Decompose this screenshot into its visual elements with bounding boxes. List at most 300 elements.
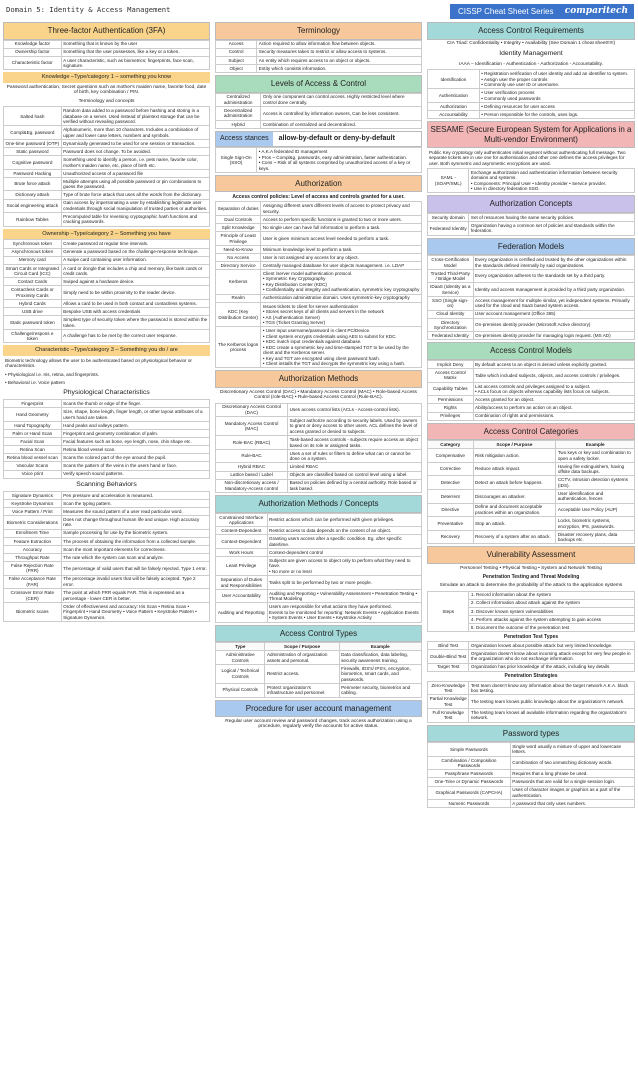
row-value: An entity which requires access to an object or objects. [257,56,422,64]
row-key: No Access [216,253,261,261]
row-key: False Acceptance Rate (FAR) [4,575,62,589]
column-header: Scope / Purpose [473,441,556,449]
row-value: Hand peaks and valleys pattern. [61,421,209,429]
row-value: Authentication administrative domain. Uses symmetric-key cryptography [261,294,422,302]
column-1 [3,22,210,624]
row-value: A swipe card containing user information. [61,256,209,264]
table-row [428,168,635,193]
row-value: The process of obtaining the information from a collected sample. [61,537,209,545]
table-row [216,683,422,697]
row-key: Voice print [4,470,62,478]
table-row [4,140,210,148]
table-row [216,535,422,549]
table-row [216,513,422,527]
row-key: Synchronous token [4,240,62,248]
row-value: Size, shape, bone length, finger length, or other layout attributes of a user's hand are taken. [61,408,209,422]
row-key: Lattice based / Label [216,471,288,479]
row-key: Kerberos [216,270,261,295]
row-key: Brute force attack [4,177,62,191]
section-title: Levels of Access & Control [215,75,422,93]
table-row [4,408,210,422]
row-value: Retina blood vessel scan. [61,446,209,454]
row-key: Voice Pattern / Print [4,507,62,515]
table-row [4,438,210,446]
table-row [216,216,422,224]
row-key: Single Sign-On (SSO) [216,148,257,173]
table-row [4,286,210,300]
row-value: Every organization adheres to the standards set by a third party. [473,269,634,283]
row-key: Smart Cards or Integrated Circuit Card (ICC) [4,264,62,278]
row-value: Granting users access after a specific condition. Eg. after specific date/time. [267,535,422,549]
table-cell: Stop an attack. [473,517,556,531]
section-title: Knowledge –Type/category 1 – something you know [3,72,210,83]
table-row [428,476,635,490]
table-row [216,589,422,603]
row-key: Federated Identity [428,222,469,236]
row-key: Knowledge factor [4,40,62,48]
table-cell: CCTV, intrusion detection systems (IDS). [556,476,635,490]
row-key: Dictionary attack [4,191,62,199]
grid-table [215,642,422,697]
row-key: Accuracy [4,545,62,553]
row-key: Access Control Matrix [428,369,474,383]
row-value: Gain access by impersonating a user by establishing legitimate user credentials through social manipulation of trusted parties or authorities. [61,199,209,213]
table-row [428,332,635,340]
table-row [4,191,210,199]
row-value: Random data added to a password before hashing and storing in a database on a server. Used instead of plaintext storage that can be verified without revealing password. [61,107,209,126]
row-value: Access is controlled by information owners, Can be less consistent. [261,107,422,121]
section-title: Authorization Concepts [427,195,635,213]
row-value: The point at which FRR equals FAR. This is expressed as a percentage - lower CER is better. [61,589,209,603]
table-cell: Data classification, data labeling, security awareness training. [339,651,421,665]
row-value: Task-based access controls - subjects require access an object based on its role or assigned tasks. [288,436,422,450]
row-value: Fingerprint and geometry combination of palm. [61,430,209,438]
table-row [4,545,210,553]
row-value: On-premises identity provider for managing login request. (MS AD) [473,332,634,340]
row-value: Limited RBAC [288,463,422,471]
row-value: Organization has prior knowledge of the attack, including key details [469,663,635,671]
column-header: Example [556,441,635,449]
row-key: Biometric Considerations [4,516,62,530]
row-value: No single user can have full information to perform a task. [261,224,422,232]
table-row [216,527,422,535]
stances-label: Access stances [216,132,273,146]
section-title: Access Control Requirements [427,22,635,40]
row-value: Organization having a common set of policies and standards within the federation. [469,222,635,236]
row-key: Subject [216,56,257,64]
row-key: Privileges [428,412,474,420]
table-row [216,148,422,173]
section-title: Authorization Methods [215,370,422,388]
row-key: Keystroke Dynamics [4,499,62,507]
row-key: USB drive [4,308,62,316]
row-key: Context-Dependent [216,535,268,549]
row-key: SSO (Single sign-on) [428,297,474,311]
table-row [4,507,210,515]
table-cell: Reduce attack impact. [473,462,556,476]
table-row [428,369,635,383]
row-value: Does not change throughout human life and unique. High accuracy rate. [61,516,209,530]
row-key: Non-discretionary access / Mandatory-Access control [216,479,288,493]
row-key: Capability Tables [428,382,474,396]
simulate-line: Simulate an attack to determine the probability of the attack to the application systems [439,583,623,589]
table-row [216,603,422,622]
table-row [216,576,422,590]
row-value: Something that the user possesses, like a key or a token. [61,48,209,56]
row-key: User Accountability [216,589,268,603]
row-value: Multiple attempts using all possible password or pin combinations to guess the password. [61,177,209,191]
row-key: Federated Identity [428,332,474,340]
kv-table [3,491,210,622]
row-value: On-premises identity provider (Microsoft Active directory) [473,318,634,332]
table-cell: Locks, biometric systems, encryption, IPS, passwords. [556,517,635,531]
row-value: Assigning different users different levels of access to protect privacy and security. [261,202,422,216]
row-key: Simple Passwords [428,743,511,757]
table-row [216,245,422,253]
row-key: Separation of Duties and Responsibilities [216,576,268,590]
row-value: Scans the thumb or edge of the finger. [61,400,209,408]
kv-table [215,40,422,73]
row-value: Every organization is certified and trusted by the other organizations within the standards defined internally by said organizations. [473,256,634,270]
table-row [428,770,635,778]
table-row [216,120,422,128]
row-value: Combination of centralized and decentralized. [261,120,422,128]
row-key: Hybrid [216,120,261,128]
row-key: False Rejection Rate (FRR) [4,562,62,576]
row-key: Enrollment Time [4,529,62,537]
row-value: Organization doesn't know about incoming attack except for very few people in the organization who do not exchange information. [469,650,635,664]
table-row [428,310,635,318]
row-key: Cognitive password [4,156,62,170]
row-value: The testing team knows all available information regarding the organization's network. [469,708,635,722]
access-stances [215,131,422,147]
row-value: Scan the typing pattern. [61,499,209,507]
table-row [428,462,635,476]
row-value: Based on policies defined by a central authority. Role based or task based. [288,479,422,493]
section-terminology [215,22,422,73]
row-value: A challenge has to be met by the correct user response. [61,329,209,343]
table-row [428,318,635,332]
row-key: Graphical Passwords (CAPCHA) [428,786,511,800]
subsection-title: Physiological Characteristics [63,389,150,397]
row-key: Signature Dynamics [4,491,62,499]
row-key: Zero-Knowledge Test [428,681,469,695]
table-row [428,490,635,504]
section-title: Access Control Types [215,625,422,643]
kv-table [3,399,210,478]
row-key: Cloud Identity [428,310,474,318]
table-row [216,417,422,436]
table-row [428,591,635,599]
step-item: 1. Record information about the system [469,591,635,599]
table-row [428,756,635,770]
table-row [216,253,422,261]
table-row [428,663,635,671]
section-characteristic [3,345,210,621]
section-auth-concepts [427,195,635,235]
row-value: Only one component can control access. Highly restricted level where control done centrally. [261,93,422,107]
table-row [428,681,635,695]
row-key: Facial Scan [4,438,62,446]
step-item: 4. Perform attacks against the system attempting to gain access [469,615,635,623]
row-value: Issues tickets to client for server authentication • Stores secret keys of all clients and servers in the network • AS (Authentication Server) • TGS (Ticket Granting Server) [261,302,422,327]
row-key: Ownership factor [4,48,62,56]
step-item: 2. Collect information about attack against the system [469,599,635,607]
row-key: Hand Topography [4,421,62,429]
grid-table [427,440,635,544]
table-cell: Administration of organization assets and personal. [265,651,339,665]
row-value: Generate a password based on the challenge-response technique. [61,248,209,256]
row-key: Contact Cards [4,278,62,286]
row-key: IDaaS (Identity as a Service) [428,283,474,297]
column-3 [427,22,635,810]
row-key: Role-BAC (RBAC) [216,436,288,450]
row-key: Static password token [4,316,62,330]
row-key: Object [216,64,257,72]
row-value: • Person responsible for the controls, uses logs. [479,111,634,119]
row-value: Set of resources having the same security policies. [469,214,635,222]
row-key: Work Hours [216,549,268,557]
section-title: Authorization [215,175,422,193]
table-row [216,107,422,121]
desc-line: • Physiological i.e. Iris, retina, and fingerprints. [5,371,100,377]
row-key: Need-to-Know [216,245,261,253]
table-row [216,294,422,302]
row-key: Feature Extraction [4,537,62,545]
table-row [428,396,635,404]
table-cell: Disaster recovery plans, data backups etc. [556,530,635,544]
table-row [4,148,210,156]
kv-table [427,213,635,236]
row-value: Action required to allow information flow between objects. [257,40,422,48]
row-key: Content-Dependent [216,527,268,535]
table-row [4,537,210,545]
row-value: Subject authorize according to security labels. Used by owners to grant or deny access to other users. ACL defines the level of access granted or denied to subjects. [288,417,422,436]
table-row [428,89,635,103]
section-ownership [3,229,210,344]
row-key: Hybrid RBAC [216,463,288,471]
row-value: The percentage of valid users that will be falsely rejected. Type 1 error. [61,562,209,576]
row-key: Partial Knowledge Test [428,695,469,709]
row-value: Swiped against a hardware device. [61,278,209,286]
table-row [216,224,422,232]
row-key: Challenge/respons e token [4,329,62,343]
row-value: Precomputed table for reversing cryptographic hash functions and cracking passwords. [61,213,209,227]
row-key: Throughput Rate [4,553,62,561]
kv-table [3,239,210,343]
row-value: Access to perform specific functions is granted to two or more users. [261,216,422,224]
row-value: Security measures taken to restrict or allow access to systems. [257,48,422,56]
table-row [4,316,210,330]
series-badge[interactable] [450,4,634,19]
table-cell: Recovery [428,530,474,544]
row-value: A card or dongle that includes a chip and memory, like bank cards or credit cards. [61,264,209,278]
table-cell: Administrative Controls [216,651,265,665]
row-value: Simplest type of security token where the password is stored within the token. [61,316,209,330]
kv-table [427,360,635,421]
kv-table [215,147,422,173]
section-access-control-types [215,625,422,698]
table-cell: Recovery of a system after an attack. [473,530,556,544]
table-cell: Detective [428,476,474,490]
table-row [216,403,422,417]
row-key: The Kerberos logon process [216,327,261,368]
table-row [4,499,210,507]
row-value: Access management for multiple similar, yet independent systems. Primarily used for the cloud and SaaS based system access. [473,297,634,311]
row-value: Test team doesn't know any information about the target network A.K.A. black box testing. [469,681,635,695]
row-value: Client /server model authentication protocol. • Symmetric Key Cryptography • Key Distribution Center (KDC) • Confidentiality and integrity and authentication, symmetric key cryptography [261,270,422,295]
kv-table [3,106,210,226]
row-key: Hand Geometry [4,408,62,422]
section-title: Federation Models [427,238,635,256]
row-value: Restrict actions which can be performed with given privileges. [267,513,422,527]
table-cell: Define and document acceptable practices within an organization. [473,503,556,517]
section-auth-concepts [215,495,422,622]
subsection-title: Penetration Strategies [504,673,558,680]
table-row [4,240,210,248]
table-row [4,264,210,278]
row-value: Facial features such as bone, eye length, nose, chin shape etc. [61,438,209,446]
section-knowledge [3,72,210,226]
section-acc [427,423,635,545]
table-row [4,421,210,429]
row-key: Access [216,40,257,48]
table-row [4,516,210,530]
table-row [4,256,210,264]
table-row [428,449,635,463]
row-value: Verify speech sound patterns. [61,470,209,478]
row-value: Tasks split to be performed by two or more people. [267,576,422,590]
table-row [216,261,422,269]
row-value: Ability/access to perform an action on an object. [473,404,634,412]
row-value: Bespoke USB with access credentials [61,308,209,316]
row-key: Cross-Certification Model [428,256,474,270]
row-key: Directory Service [216,261,261,269]
table-row [428,382,635,396]
row-value: Scan the most important elements for correctness. [61,545,209,553]
table-row [4,48,210,56]
table-row [216,549,422,557]
row-value: Order of effectiveness and accuracy: Iris Scan • Retina Scan • Fingerprint • Hand Geometry • Voice Pattern • Keystroke Pattern • Signature Dynamics. [61,602,209,621]
row-value: A password that only uses numbers. [510,800,634,808]
row-value: Restrict access to data depends on the content of an object. [267,527,422,535]
table-row [428,214,635,222]
subsection-title: Penetration Testing and Threat Modeling [482,574,580,581]
section-title: Ownership –Type/category 2 – Something you have [3,229,210,240]
row-key: Salted hash [4,107,62,126]
row-key: Security domain [428,214,469,222]
kv-table [427,168,635,194]
table-cell: Physical Controls [216,683,265,697]
table-row [216,56,422,64]
section-acm [427,342,635,420]
table-cell: Directive [428,503,474,517]
table-cell: Restrict access. [265,664,339,683]
table-cell: Detect an attack before happens. [473,476,556,490]
kv-table [215,93,422,129]
table-row [4,300,210,308]
row-value: Sample processing for use by the biometric system. [61,529,209,537]
section-password-types [427,725,635,809]
table-cell: User identification and authentication, fences [556,490,635,504]
row-key: Decentralized administration [216,107,261,121]
row-value: Something that is known by the user [61,40,209,48]
kv-table [427,742,635,808]
table-row [216,557,422,576]
table-cell: Having fire extinguishers, having offsite data backups. [556,462,635,476]
row-value: The percentage invalid users that will be falsely accepted. Type 2 error. [61,575,209,589]
row-value: The testing team knows public knowledge about the organization's network. [469,695,635,709]
table-row [428,642,635,650]
row-key: Combination / Composition Passwords [428,756,511,770]
row-key: Retina blood vessel scan [4,454,62,462]
kv-table [427,641,635,672]
row-value: Requires that a long phrase be used. [510,770,634,778]
row-key: Target Test [428,663,469,671]
table-row [4,278,210,286]
row-value: Unauthorized access of a password file [61,169,209,177]
section-vuln [427,546,635,722]
table-row [428,111,635,119]
table-row [4,56,210,70]
section-title: Three-factor Authentication (3FA) [3,22,210,40]
row-value: Pen pressure and acceleration is measured. [61,491,209,499]
table-row [216,436,422,450]
table-row [4,126,210,140]
row-key: Least Privilege [216,557,268,576]
table-row [428,404,635,412]
table-cell: Deterrent [428,490,474,504]
table-row [216,40,422,48]
row-value: Minimum knowledge level to perform a task. [261,245,422,253]
row-value: • Registration verification of user identity and add an identifier to system. • Assign user the proper controls • Commonly use user ID or username. [479,70,634,89]
table-row [428,102,635,110]
row-key: Social engineering attack [4,199,62,213]
table-cell: Discourages an attacker. [473,490,556,504]
row-value: Auditing and Reporting • Vulnerability Assessment • Penetration Testing • Threat Modeling [267,589,422,603]
table-row [216,449,422,463]
row-key: Realm [216,294,261,302]
row-key: Authentication [428,89,480,103]
row-value: User is not assigned any access for any object. [261,253,422,261]
section-federation [427,238,635,341]
row-value: List access controls and privileges assigned to a subject. • ACLs focus on objects whereas capability lists focus on subjects. [473,382,634,396]
steps-label: Steps [428,591,469,631]
desc-line: Biometric technology allows the user to be authenticated based on physiological behavior or characteristics. [5,357,192,369]
row-value: Measures the sound pattern of a user read particular word. [61,507,209,515]
comparitech-logo: comparitech [564,6,628,17]
table-cell: Corrective [428,462,474,476]
row-key: Blind Test [428,642,469,650]
section-subtitle: Access control policies: Level of access and controls granted for a user. [232,193,405,200]
table-row [216,302,422,327]
domain-title: Domain 5: Identity & Access Management [6,5,171,14]
table-row [428,708,635,722]
section-title: Password types [427,725,635,743]
table-row [4,169,210,177]
row-key: Compl&Eg. password [4,126,62,140]
section-title: Terminology [215,22,422,40]
table-row [4,248,210,256]
table-row [216,202,422,216]
column-header: Type [216,643,265,651]
section-levels [215,75,422,129]
table-cell: Risk mitigation action. [473,449,556,463]
row-key: Vascular Scans [4,462,62,470]
row-key: One-time password (OTP) [4,140,62,148]
row-value: Uses of character images or graphics as a part of the authentication. [510,786,634,800]
row-key: Characteristic factor [4,56,62,70]
